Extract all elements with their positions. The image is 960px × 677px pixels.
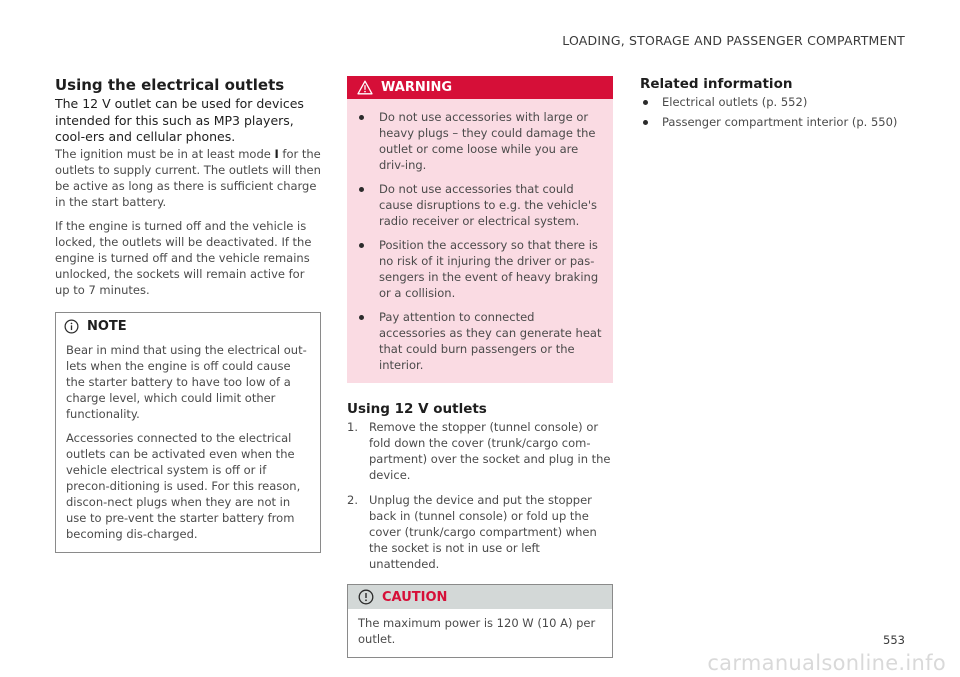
ignition-mode: I [274, 146, 279, 161]
info-circle-icon [64, 319, 79, 334]
warning-box [347, 76, 613, 383]
left-column [55, 76, 321, 553]
watermark-text: carmanualsonline.info [707, 651, 946, 675]
ignition-text-start: The ignition must be in at least mode [55, 146, 275, 161]
right-column [640, 76, 906, 134]
warning-item: Pay attention to connected accessories as they can generate heat that could burn passengers or the interior. [357, 309, 603, 373]
warning-item: Do not use accessories that could cause disruptions to e.g. the vehicle's radio receiver or electrical system. [357, 181, 603, 229]
steps-list [347, 419, 613, 572]
warning-item: Do not use accessories with large or heavy plugs – they could damage the outlet or come loose while you are driv-ing. [357, 109, 603, 173]
step-number: 1. [347, 420, 358, 434]
caution-header [348, 585, 612, 609]
note-paragraph: Accessories connected to the electrical outlets can be activated even when the vehicle electrical system is off or if precon-ditioning is used. For this reason, discon-nect plugs when they are not in use to pre-vent the starter battery from becoming dis-charged. [66, 430, 301, 541]
caution-title: CAUTION [382, 589, 448, 605]
warning-header [347, 76, 613, 99]
caution-text: The maximum power is 120 W (10 A) per outlet. [358, 616, 596, 646]
warning-triangle-icon [357, 80, 373, 95]
warning-item: Position the accessory so that there is no risk of it injuring the driver or pas-sengers in the event of heavy braking or a collision. [357, 237, 603, 301]
caution-circle-icon [358, 589, 374, 605]
related-title: Related information [640, 76, 793, 92]
section-header: LOADING, STORAGE AND PASSENGER COMPARTMENT [562, 33, 905, 48]
step-text: Unplug the device and put the stopper back in (tunnel console) or fold up the cover (trunk/cargo compartment) when the socket is not in use or left unattended. [369, 493, 597, 571]
step-item [347, 419, 613, 483]
step-number: 2. [347, 493, 358, 507]
step-text: Remove the stopper (tunnel console) or fold down the cover (trunk/cargo com-partment) over the socket and plug in the device. [369, 420, 611, 482]
deactivation-paragraph: If the engine is turned off and the vehicle is locked, the outlets will be deactivated. If the engine is turned off and the vehicle remains unlocked, the sockets will remain active for up to 7 minutes. [55, 218, 312, 297]
note-header [56, 313, 320, 340]
ignition-text-end: for the outlets to supply current. The outlets will then be active as long as there is sufficient charge in the start battery. [55, 146, 321, 209]
note-box [55, 312, 321, 553]
note-paragraph: Bear in mind that using the electrical out-lets when the engine is off could cause the starter battery to have too low of a charge level, which could limit other functionality. [66, 342, 307, 421]
caution-box [347, 584, 613, 658]
note-body [56, 340, 320, 552]
step-item [347, 492, 613, 572]
related-link[interactable]: Passenger compartment interior (p. 550) [640, 114, 906, 130]
warning-title: WARNING [381, 80, 453, 95]
subsection-title: Using 12 V outlets [347, 401, 487, 417]
middle-column [347, 76, 613, 658]
page-number: 553 [883, 633, 905, 647]
warning-list [347, 99, 613, 383]
note-title: NOTE [87, 318, 127, 334]
related-list [640, 94, 906, 130]
related-link[interactable]: Electrical outlets (p. 552) [640, 94, 906, 110]
intro-text: The 12 V outlet can be used for devices intended for this such as MP3 players, cool-ers and cellular phones. [55, 96, 304, 144]
ignition-paragraph [55, 146, 321, 210]
section-title: Using the electrical outlets [55, 76, 285, 94]
